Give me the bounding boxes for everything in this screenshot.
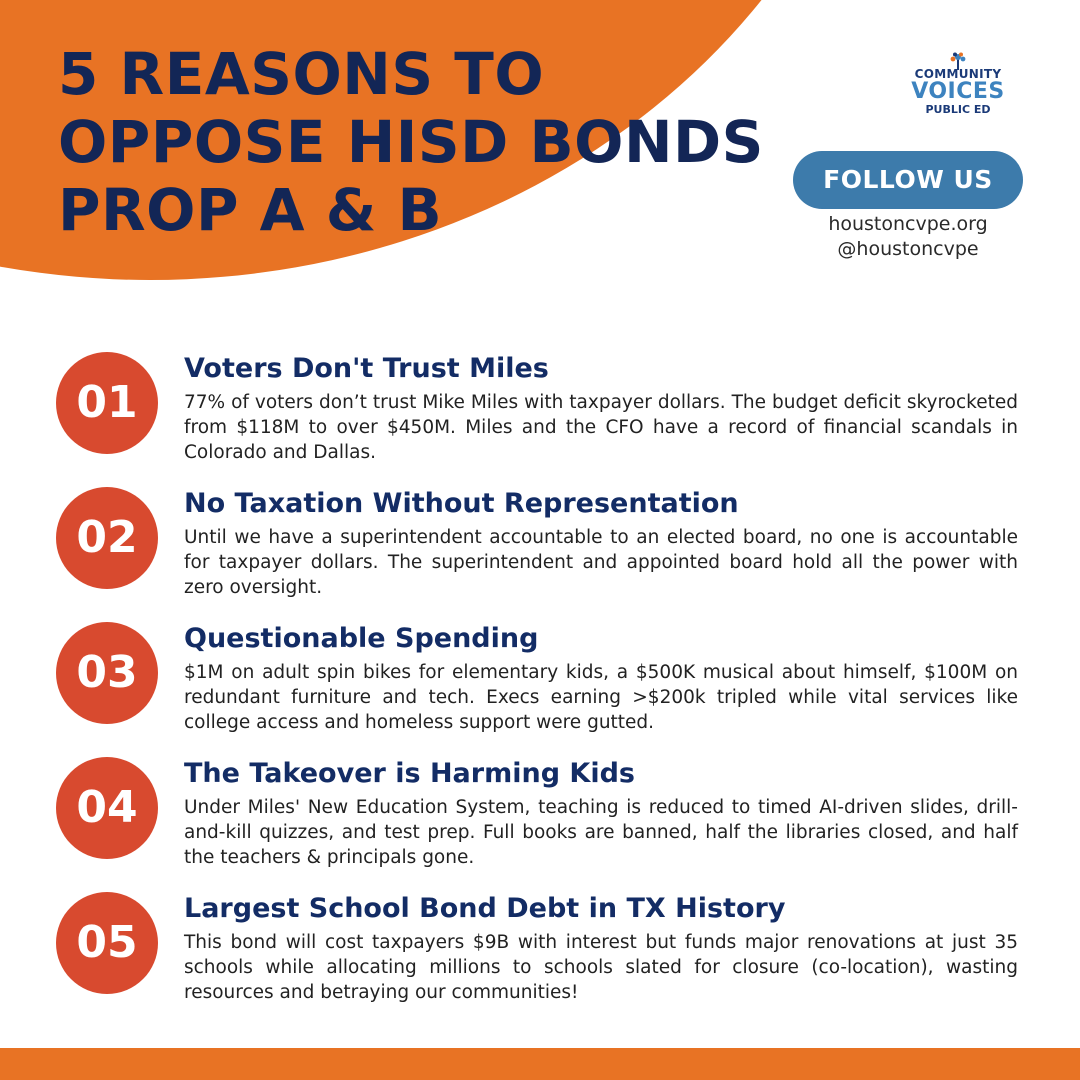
follow-us-button[interactable]: FOLLOW US: [793, 151, 1023, 209]
reason-body: $1M on adult spin bikes for elementary kids, a $500K musical about himself, $100M on redundant furniture and tech. Execs earning >$200k tripled while vital services like college access and homeless support were gutted.: [184, 662, 1018, 733]
social-handle[interactable]: @houstoncvpe: [837, 238, 979, 260]
reason-number-badge: 03: [56, 622, 158, 724]
reason-title: Questionable Spending: [184, 623, 539, 654]
reason-title: Voters Don't Trust Miles: [184, 353, 549, 384]
reason-number-badge: 04: [56, 757, 158, 859]
title-line-3: PROP A & B: [58, 176, 443, 244]
logo-line-3: PUBLIC ED: [925, 103, 991, 116]
reason-number-badge: 02: [56, 487, 158, 589]
community-voices-logo: [906, 52, 1010, 117]
logo-line-2: VOICES: [911, 79, 1005, 104]
reason-number-badge: 01: [56, 352, 158, 454]
reason-body: Under Miles' New Education System, teaching is reduced to timed AI-driven slides, drill-and-kill quizzes, and test prep. Full books are banned, half the libraries closed, and half the teachers & principals gone.: [184, 797, 1018, 868]
logo-line-1: COMMUNITY: [914, 67, 1002, 81]
reason-body: 77% of voters don’t trust Mike Miles with taxpayer dollars. The budget deficit skyrocketed from $118M to over $450M. Miles and the CFO have a record of financial scandals in Colorado and Dallas.: [184, 392, 1018, 463]
reason-number-badge: 05: [56, 892, 158, 994]
reason-title: Largest School Bond Debt in TX History: [184, 893, 786, 924]
reason-title: No Taxation Without Representation: [184, 488, 739, 519]
follow-links: [793, 212, 1023, 262]
page-title: [58, 40, 778, 244]
title-line-2: OPPOSE HISD BONDS: [58, 108, 764, 176]
title-line-1: 5 REASONS TO: [58, 40, 545, 108]
website-link[interactable]: houstoncvpe.org: [828, 213, 988, 235]
reason-body: This bond will cost taxpayers $9B with interest but funds major renovations at just 35 schools while allocating millions to schools slated for closure (co-location), wasting resources and betraying our communities!: [184, 932, 1018, 1003]
reason-title: The Takeover is Harming Kids: [184, 758, 635, 789]
reason-body: Until we have a superintendent accountable to an elected board, no one is accountable for taxpayer dollars. The superintendent and appointed board hold all the power with zero oversight.: [184, 527, 1018, 598]
bottom-orange-bar: [0, 1048, 1080, 1080]
